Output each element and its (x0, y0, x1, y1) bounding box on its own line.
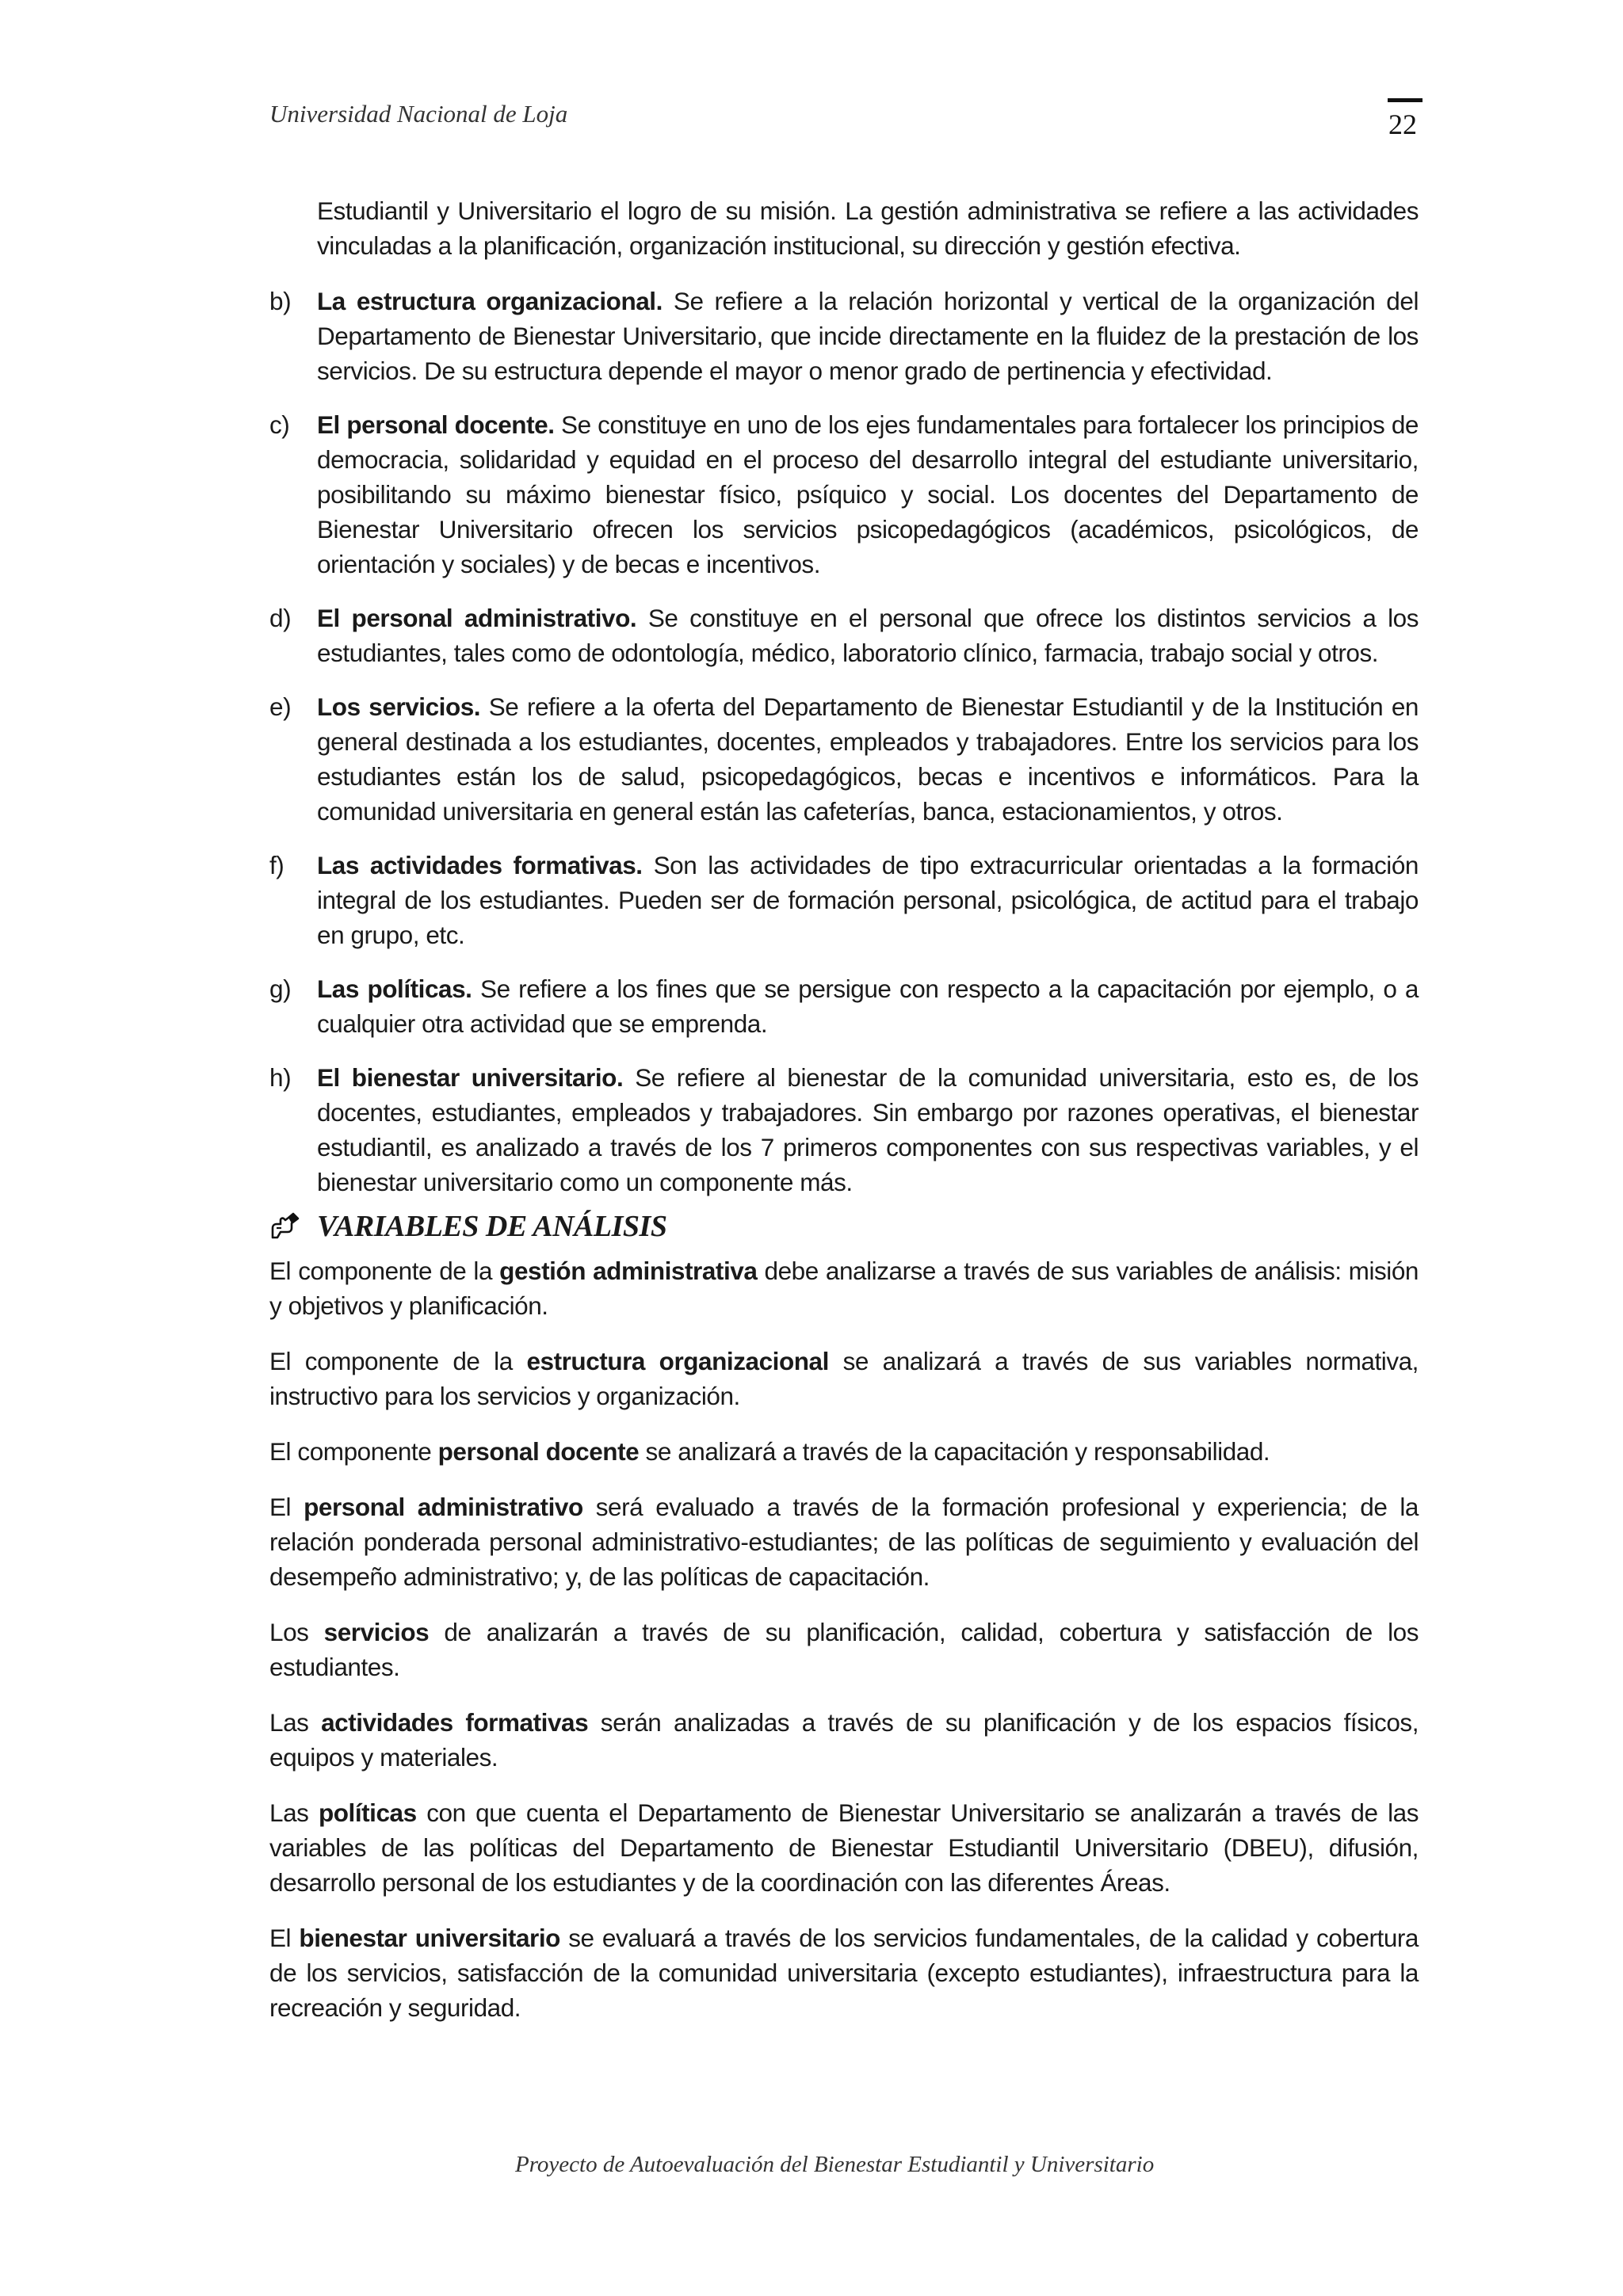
list-marker: g) (269, 974, 292, 1003)
intro-continuation-paragraph: Estudiantil y Universitario el logro de su misión. La gestión administrativa se refiere a las actividades vinculadas a la planificación, organización institucional, su dirección y gestión efectiva. (317, 196, 1419, 260)
list-item-d (269, 601, 1419, 670)
list-term: Las políticas. (317, 974, 472, 1003)
paragraph-text: El componente (269, 1437, 438, 1466)
list-item-b (269, 284, 1419, 388)
variable-paragraph-docente (269, 1434, 1419, 1469)
variable-paragraph-administrativo (269, 1489, 1419, 1594)
list-marker: f) (269, 851, 285, 879)
list-text: Se constituye en el personal que ofrece los distintos servicios a los estudiantes, tales como de odontología, médico, laboratorio clínico, farmacia, trabajo social y otros. (317, 604, 1419, 667)
paragraph-text: El componente de la (269, 1257, 500, 1285)
section-heading (269, 1206, 1419, 1247)
list-marker: c) (269, 410, 290, 439)
variable-paragraph-bienestar (269, 1920, 1419, 2025)
paragraph-term: servicios (323, 1618, 430, 1646)
variable-paragraph-estructura (269, 1344, 1419, 1413)
list-marker: e) (269, 692, 292, 721)
list-term: Las actividades formativas. (317, 851, 643, 879)
paragraph-term: estructura organizacional (526, 1347, 829, 1375)
variable-paragraph-actividades (269, 1705, 1419, 1775)
section-title: VARIABLES DE ANÁLISIS (317, 1210, 667, 1243)
list-item-c (269, 407, 1419, 582)
list-text: Se refiere a la oferta del Departamento de Bienestar Estudiantil y de la Institución en general destinada a los estudiantes, docentes, empleados y trabajadores. Entre los servicios para los estudiantes están los de salud, psicopedagógicos, becas e incentivos e informáticos. Para la comunidad universitaria en general están las cafeterías, banca, estacionamientos, y otros. (317, 692, 1419, 826)
pointing-hand-icon (269, 1211, 301, 1242)
list-marker: b) (269, 287, 292, 315)
page-number-rule (1388, 98, 1423, 102)
list-text: Se constituye en uno de los ejes fundamentales para fortalecer los principios de democracia, solidaridad y equidad en el proceso del desarrollo integral del estudiante universitario, posibilitando su máximo bienestar físico, psíquico y social. Los docentes del Departamento de Bienestar Universitario ofrecen los servicios psicopedagógicos (académicos, psicológicos, de orientación y sociales) y de becas e incentivos. (317, 410, 1419, 578)
paragraph-text: El componente de la (269, 1347, 527, 1375)
paragraph-text: se analizará a través de la capacitación y responsabilidad. (639, 1437, 1270, 1466)
list-text: Se refiere a la relación horizontal y vertical de la organización del Departamento de Bienestar Universitario, que incide directamente en la fluidez de la prestación de los servicios. De su estructura depende el mayor o menor grado de pertinencia y efectividad. (317, 287, 1419, 385)
paragraph-term: personal docente (437, 1437, 640, 1466)
list-term: La estructura organizacional. (317, 287, 663, 315)
list-text: Se refiere al bienestar de la comunidad universitaria, esto es, de los docentes, estudiantes, empleados y trabajadores. Sin embargo por razones operativas, el bienestar estudiantil, es analizado a través de los 7 primeros componentes con sus respectivas variables, y el bienestar universitario como un componente más. (317, 1063, 1419, 1196)
list-term: El bienestar universitario. (317, 1063, 624, 1092)
list-term: El personal administrativo. (317, 604, 637, 632)
paragraph-text: Las (269, 1798, 319, 1827)
variable-paragraph-servicios (269, 1615, 1419, 1684)
list-text: Se refiere a los fines que se persigue con respecto a la capacitación por ejemplo, o a cualquier otra actividad que se emprenda. (317, 974, 1419, 1038)
paragraph-text: Las (269, 1708, 322, 1737)
paragraph-text: El (269, 1924, 300, 1952)
paragraph-text: de analizarán a través de su planificación, calidad, cobertura y satisfacción de los estudiantes. (269, 1618, 1419, 1681)
paragraph-text: debe analizarse a través de sus variables de análisis: misión y objetivos y planificación. (269, 1257, 1419, 1320)
list-item-e (269, 689, 1419, 829)
list-term: Los servicios. (317, 692, 481, 721)
paragraph-term: personal administrativo (304, 1493, 583, 1521)
paragraph-term: políticas (318, 1798, 417, 1827)
page-number: 22 (1388, 109, 1417, 140)
variable-paragraph-politicas (269, 1795, 1419, 1900)
list-item-f (269, 848, 1419, 952)
paragraph-term: bienestar universitario (299, 1924, 560, 1952)
list-item-h (269, 1060, 1419, 1199)
list-text: Son las actividades de tipo extracurricular orientadas a la formación integral de los estudiantes. Pueden ser de formación personal, psicológica, de actitud para el trabajo en grupo, etc. (317, 851, 1419, 949)
list-term: El personal docente. (317, 410, 555, 439)
paragraph-term: gestión administrativa (499, 1257, 758, 1285)
running-footer: Proyecto de Autoevaluación del Bienestar Estudiantil y Universitario (515, 2152, 1155, 2177)
paragraph-text: Los (269, 1618, 324, 1646)
variable-paragraph-gestion (269, 1253, 1419, 1323)
page-body (269, 193, 1419, 2046)
list-item-g (269, 971, 1419, 1041)
paragraph-text: se analizará a través de sus variables normativa, instructivo para los servicios y organización. (269, 1347, 1419, 1410)
list-marker: h) (269, 1063, 292, 1092)
paragraph-text: El (269, 1493, 304, 1521)
running-header-title: Universidad Nacional de Loja (269, 100, 568, 128)
paragraph-text: serán analizadas a través de su planificación y de los espacios físicos, equipos y materiales. (269, 1708, 1419, 1772)
paragraph-term: actividades formativas (321, 1708, 589, 1737)
paragraph-text: con que cuenta el Departamento de Bienestar Universitario se analizarán a través de las variables de las políticas del Departamento de Bienestar Estudiantil Universitario (DBEU), difusión, desarrollo personal de los estudiantes y de la coordinación con las diferentes Áreas. (269, 1798, 1419, 1897)
paragraph-text: será evaluado a través de la formación profesional y experiencia; de la relación ponderada personal administrativo-estudiantes; de las políticas de seguimiento y evaluación del desempeño administrativo; y, de las políticas de capacitación. (269, 1493, 1419, 1591)
list-marker: d) (269, 604, 292, 632)
paragraph-text: se evaluará a través de los servicios fundamentales, de la calidad y cobertura de los servicios, satisfacción de la comunidad universitaria (excepto estudiantes), infraestructura para la recreación y seguridad. (269, 1924, 1419, 2022)
